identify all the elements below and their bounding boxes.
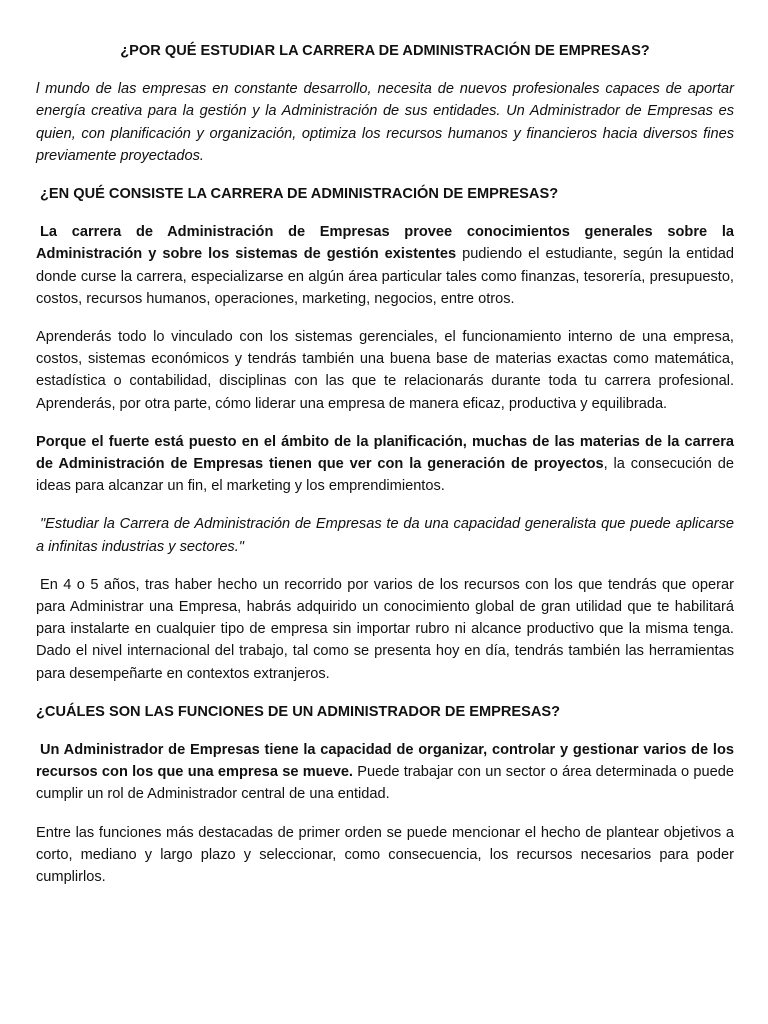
paragraph-duration: En 4 o 5 años, tras haber hecho un recorrido por varios de los recursos con los que tendrás que operar para Administrar una Empresa, habrás adquirido un conocimiento global de gran utilidad que te habilitará para instalarte en cualquier tipo de empresa sin importar rubro ni alcance productivo que la misma tenga. Dado el nivel internacional del trabajo, tal como se presenta hoy en día, tendrás también las herramientas para desempeñarte en contextos extranjeros. <box>36 576 734 682</box>
paragraph-administrator-role-rest: Puede trabajar con un sector o área determinada o puede cumplir un rol de Administrador central de una entidad. <box>36 764 734 803</box>
heading-what-is: ¿EN QUÉ CONSISTE LA CARRERA DE ADMINISTRACIÓN DE EMPRESAS? <box>40 186 559 203</box>
paragraph-administrator-role <box>36 739 734 806</box>
paragraph-learning: Aprenderás todo lo vinculado con los sistemas gerenciales, el funcionamiento interno de una empresa, costos, sistemas económicos y tendrás también una buena base de materias exactas como matemática, estadística o contabilidad, disciplinas con las que te relacionarás durante toda tu carrera profesional. Aprenderás, por otra parte, cómo liderar una empresa de manera eficaz, productiva y equilibrada. <box>36 329 734 412</box>
paragraph-planning <box>36 431 734 498</box>
paragraph-administrator-role-bold: Un Administrador de Empresas tiene la capacidad de organizar, controlar y gestionar varios de los recursos con los que una empresa se mueve. <box>36 742 734 781</box>
heading-why-study: ¿POR QUÉ ESTUDIAR LA CARRERA DE ADMINISTRACIÓN DE EMPRESAS? <box>120 43 650 59</box>
paragraph-career-overview-bold: La carrera de Administración de Empresas provee conocimientos generales sobre la Administración y sobre los sistemas de gestión existentes <box>36 224 734 263</box>
paragraph-career-overview-rest: pudiendo el estudiante, según la entidad donde curse la carrera, especializarse en algún área particular tales como finanzas, tesorería, presupuesto, costos, recursos humanos, operaciones, marketing, negocios, entre otros. <box>36 246 734 307</box>
paragraph-career-overview <box>36 221 734 310</box>
paragraph-main-functions: Entre las funciones más destacadas de primer orden se puede mencionar el hecho de plantear objetivos a corto, mediano y largo plazo y seleccionar, como consecuencia, los recursos necesarios para poder cumplirlos. <box>36 824 734 886</box>
paragraph-planning-bold: Porque el fuerte está puesto en el ámbito de la planificación, muchas de las materias de la carrera de Administración de Empresas tienen que ver con la generación de proyectos <box>36 433 734 473</box>
quote-paragraph: "Estudiar la Carrera de Administración de Empresas te da una capacidad generalista que puede aplicarse a infinitas industrias y sectores." <box>36 516 734 555</box>
paragraph-planning-rest: , la consecución de ideas para alcanzar un fin, el marketing y los emprendimientos. <box>36 456 734 495</box>
intro-paragraph: l mundo de las empresas en constante desarrollo, necesita de nuevos profesionales capaces de aportar energía creativa para la gestión y la Administración de sus entidades. Un Administrador de Empresas es quien, con planificación y organización, optimiza los recursos humanos y financieros hacia diversos fines previamente proyectados. <box>36 81 734 164</box>
heading-functions: ¿CUÁLES SON LAS FUNCIONES DE UN ADMINISTRADOR DE EMPRESAS? <box>36 703 561 720</box>
